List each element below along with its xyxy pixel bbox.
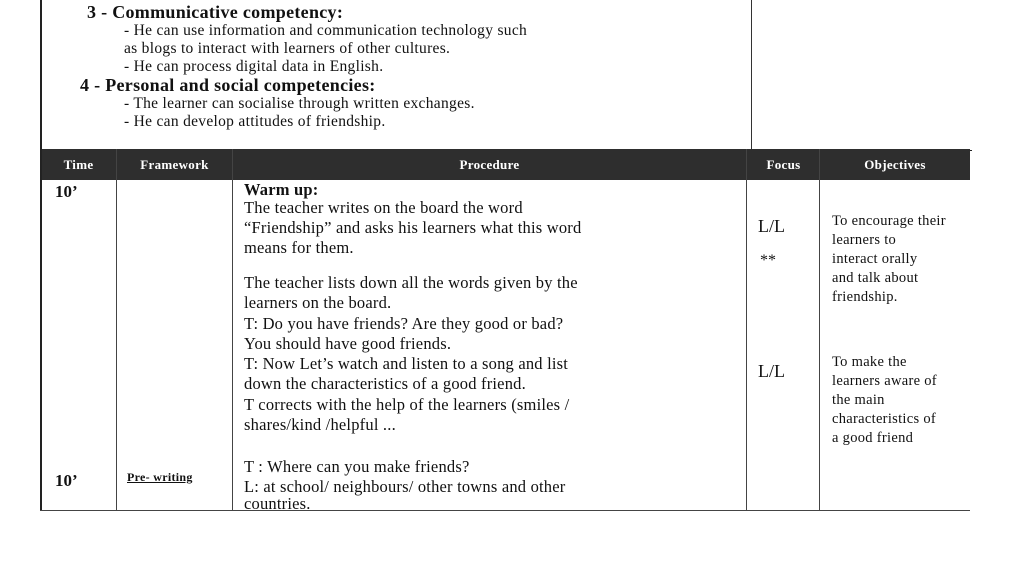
row-2-time: 10’ [55, 471, 78, 490]
competency-4-line-2: - He can develop attitudes of friendship. [124, 113, 386, 130]
objective-line: learners to [832, 232, 897, 248]
competency-3-line-2: as blogs to interact with learners of other cultures. [124, 40, 451, 57]
procedure-line: countries. [244, 494, 311, 513]
column-divider [746, 149, 747, 511]
procedure-line: means for them. [244, 238, 354, 257]
objective-line: the main [832, 392, 885, 408]
framework-pre-writing: Pre- writing [127, 470, 193, 484]
objective-line: and talk about [832, 270, 919, 286]
procedure-line: The teacher writes on the board the word [244, 198, 523, 217]
procedure-line: down the characteristics of a good friend. [244, 374, 526, 393]
focus-value: ** [760, 252, 776, 269]
header-procedure: Procedure [459, 157, 520, 172]
competency-4-heading: 4 - Personal and social competencies: [80, 75, 376, 95]
table-border-left [40, 149, 42, 511]
objective-line: interact orally [832, 251, 918, 267]
focus-value: L/L [758, 361, 785, 381]
procedure-line: T corrects with the help of the learners (smiles / [244, 395, 570, 414]
header-focus: Focus [766, 157, 801, 172]
objective-line: learners aware of [832, 373, 937, 389]
objective-line: friendship. [832, 289, 898, 305]
procedure-line: T: Do you have friends? Are they good or bad? [244, 314, 564, 333]
procedure-line: shares/kind /helpful ... [244, 415, 396, 434]
objective-line: characteristics of [832, 411, 937, 427]
procedure-line: learners on the board. [244, 293, 392, 312]
procedure-line: T : Where can you make friends? [244, 457, 470, 476]
table-border-bottom [40, 510, 970, 511]
objective-line: To make the [832, 354, 907, 370]
competency-3-line-3: - He can process digital data in English. [124, 58, 384, 75]
procedure-line: The teacher lists down all the words given by the [244, 273, 578, 292]
objectives-column [788, 32, 930, 361]
procedure-line: “Friendship” and asks his learners what this word [244, 218, 582, 237]
focus-value: L/L [758, 216, 785, 236]
procedure-line: You should have good friends. [244, 334, 452, 353]
procedure-warm-up-title: Warm up: [244, 180, 319, 199]
row-1-time: 10’ [55, 182, 78, 201]
competencies-divider [751, 0, 752, 150]
header-time: Time [63, 157, 94, 172]
objective-line: To encourage their [832, 213, 946, 229]
competency-3-heading: 3 - Communicative competency: [87, 2, 344, 22]
column-divider [232, 149, 233, 511]
procedure-line: T: Now Let’s watch and listen to a song and list [244, 354, 569, 373]
competency-3-line-1: - He can use information and communication technology such [124, 22, 528, 39]
objective-line: a good friend [832, 430, 914, 446]
procedure-line: L: at school/ neighbours/ other towns and other [244, 477, 566, 496]
column-divider [116, 149, 117, 511]
header-objectives: Objectives [864, 157, 926, 172]
header-framework: Framework [140, 157, 209, 172]
competency-4-line-1: - The learner can socialise through written exchanges. [124, 95, 475, 112]
